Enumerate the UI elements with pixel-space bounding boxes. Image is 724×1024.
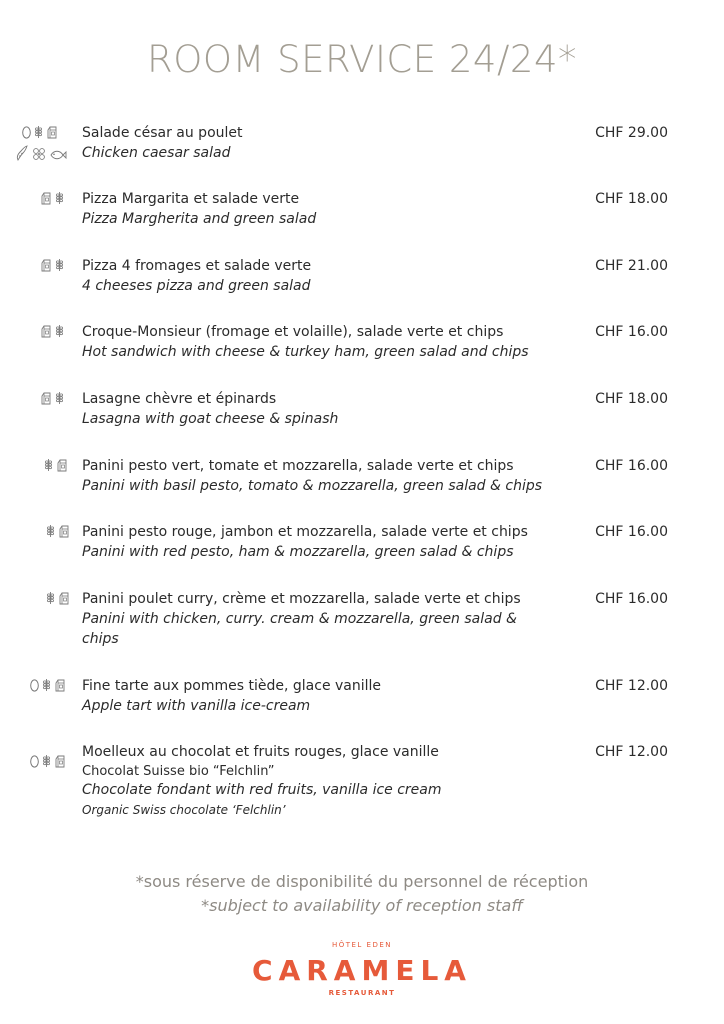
wheat-icon	[34, 125, 43, 139]
item-name-fr: Salade césar au poulet	[82, 125, 243, 141]
egg-icon	[30, 678, 39, 692]
item-name-fr: Croque-Monsieur (fromage et volaille), salade verte et chips	[82, 324, 504, 340]
item-name-en: Panini with red pesto, ham & mozzarella, green salad & chips	[82, 544, 514, 560]
mustard-icon	[15, 145, 29, 165]
milk-icon	[58, 591, 70, 605]
menu-item	[0, 676, 724, 720]
menu-item	[0, 322, 724, 366]
egg-icon	[22, 125, 31, 139]
menu-item	[0, 389, 724, 433]
wheat-icon	[46, 591, 55, 605]
allergen-icons	[22, 125, 58, 139]
allergen-icons	[44, 458, 68, 472]
item-sub-en: Organic Swiss chocolate ‘Felchlin’	[82, 803, 286, 817]
item-name-en: Lasagna with goat cheese & spinash	[82, 411, 339, 427]
item-price: CHF 16.00	[595, 458, 668, 474]
allergen-icons	[40, 258, 64, 272]
wheat-icon	[55, 391, 64, 405]
item-name-en: 4 cheeses pizza and green salad	[82, 278, 311, 294]
availability-note-en: *subject to availability of reception staff	[201, 896, 523, 915]
milk-icon	[40, 258, 52, 272]
wheat-icon	[42, 754, 51, 768]
item-name-fr: Panini pesto vert, tomate et mozzarella, salade verte et chips	[82, 458, 514, 474]
logo-restaurant-name: CARAMELA	[252, 954, 472, 987]
item-price: CHF 16.00	[595, 324, 668, 340]
item-name-en: Chocolate fondant with red fruits, vanilla ice cream	[82, 782, 442, 798]
wheat-icon	[55, 258, 64, 272]
item-name-fr: Fine tarte aux pommes tiède, glace vanille	[82, 678, 382, 694]
allergen-icons	[46, 524, 70, 538]
allergen-icons	[40, 391, 64, 405]
wheat-icon	[42, 678, 51, 692]
menu-item	[0, 189, 724, 233]
milk-icon	[58, 524, 70, 538]
menu-item	[0, 456, 724, 500]
item-name-fr: Pizza Margarita et salade verte	[82, 191, 300, 207]
menu-item	[0, 256, 724, 300]
allergen-icons	[30, 678, 66, 692]
item-name-fr: Pizza 4 fromages et salade verte	[82, 258, 312, 274]
logo-hotel-name: HÔTEL EDEN	[331, 941, 393, 949]
menu-item	[0, 522, 724, 566]
item-sub-fr: Chocolat Suisse bio “Felchlin”	[82, 764, 275, 779]
fish-icon	[49, 146, 67, 165]
menu-item	[0, 742, 724, 822]
item-price: CHF 16.00	[595, 591, 668, 607]
milk-icon	[54, 678, 66, 692]
allergen-icons	[40, 191, 64, 205]
milk-icon	[40, 324, 52, 338]
item-price: CHF 29.00	[595, 125, 668, 141]
item-name-en: Panini with basil pesto, tomato & mozzarella, green salad & chips	[82, 478, 543, 494]
item-name-en: Apple tart with vanilla ice-cream	[82, 698, 311, 714]
milk-icon	[56, 458, 68, 472]
egg-icon	[30, 754, 39, 768]
allergen-icons	[40, 324, 64, 338]
milk-icon	[40, 391, 52, 405]
item-price: CHF 16.00	[595, 524, 668, 540]
milk-icon	[54, 754, 66, 768]
item-price: CHF 18.00	[595, 391, 668, 407]
milk-icon	[46, 125, 58, 139]
item-name-fr: Moelleux au chocolat et fruits rouges, glace vanille	[82, 744, 439, 760]
item-name-fr: Panini poulet curry, crème et mozzarella, salade verte et chips	[82, 591, 521, 607]
menu-item	[0, 589, 724, 653]
allergen-icons	[30, 754, 66, 768]
wheat-icon	[55, 324, 64, 338]
item-name-en: Chicken caesar salad	[82, 145, 231, 161]
celery-icon	[31, 146, 47, 165]
availability-note-fr: *sous réserve de disponibilité du personnel de réception	[135, 872, 589, 891]
wheat-icon	[44, 458, 53, 472]
item-price: CHF 18.00	[595, 191, 668, 207]
menu-item	[0, 123, 724, 167]
item-name-fr: Lasagne chèvre et épinards	[82, 391, 277, 407]
item-name-en: Hot sandwich with cheese & turkey ham, green salad and chips	[82, 344, 529, 360]
milk-icon	[40, 191, 52, 205]
allergen-icons-row2	[15, 145, 67, 165]
item-name-en: Panini with chicken, curry. cream & mozzarella, green salad & chips	[82, 611, 517, 647]
item-price: CHF 12.00	[595, 744, 668, 760]
wheat-icon	[46, 524, 55, 538]
item-price: CHF 21.00	[595, 258, 668, 274]
page-title: ROOM SERVICE 24/24*	[146, 38, 577, 81]
item-name-fr: Panini pesto rouge, jambon et mozzarella, salade verte et chips	[82, 524, 528, 540]
allergen-icons	[46, 591, 70, 605]
wheat-icon	[55, 191, 64, 205]
logo-subtitle: RESTAURANT	[328, 989, 396, 997]
item-price: CHF 12.00	[595, 678, 668, 694]
restaurant-logo	[0, 940, 724, 998]
item-name-en: Pizza Margherita and green salad	[82, 211, 317, 227]
